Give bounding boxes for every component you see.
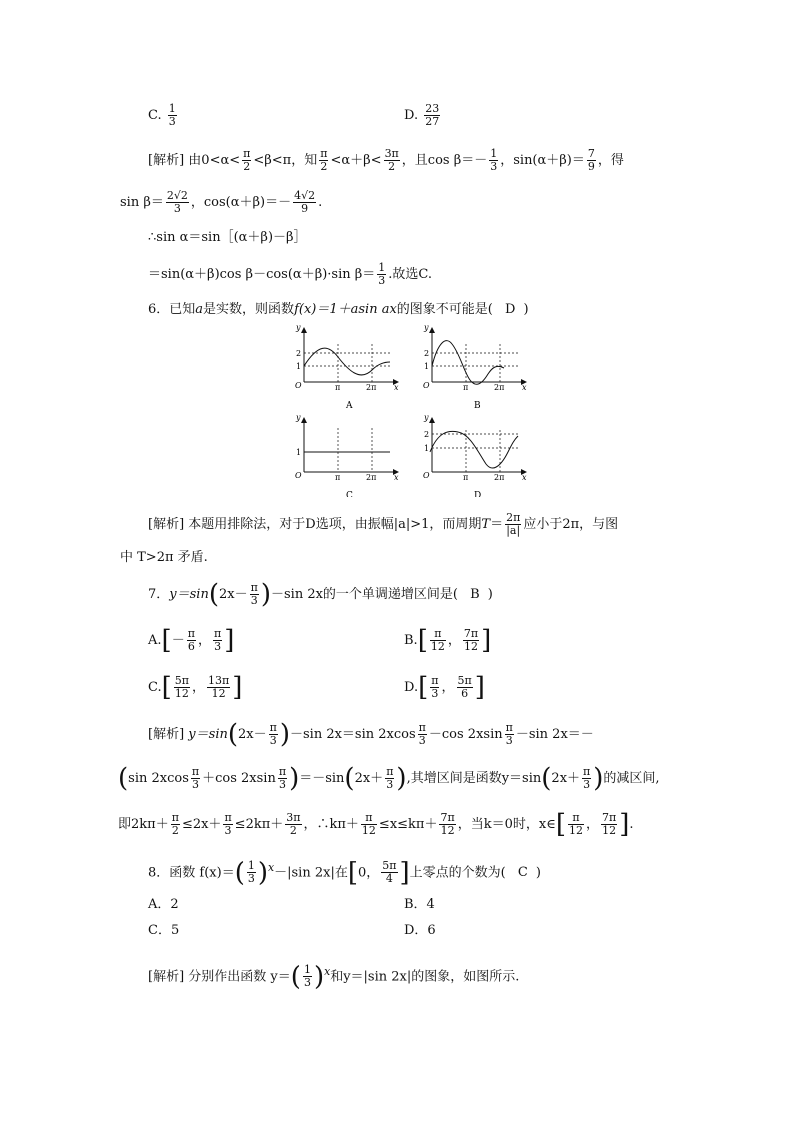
text: ，得 xyxy=(597,153,624,168)
numerator: π xyxy=(431,674,439,687)
axis-x-label: x xyxy=(522,383,527,392)
q8-stem: 8．函数 f(x)＝( $\frac{1}{3}$ )$^x$－|sin 2x|在[0， $\frac{5\pi}{4}$ ]上零点的个数为( C ) xyxy=(148,857,541,888)
denominator: 3 xyxy=(168,115,176,128)
q8-option-a: A．2 xyxy=(148,897,179,912)
origin-label: O xyxy=(423,471,430,480)
text: 由0<α< xyxy=(188,153,241,168)
text: 7． xyxy=(148,587,170,602)
analysis-tag: [解析] xyxy=(148,153,185,168)
graph-label: C xyxy=(346,491,353,497)
numerator: 23 xyxy=(425,102,440,115)
numerator: π xyxy=(278,765,287,778)
denominator: 3 xyxy=(378,274,386,287)
origin-label: O xyxy=(295,471,302,480)
text: 即2kπ＋ xyxy=(118,817,169,832)
text: 8．函数 f(x)＝ xyxy=(148,865,235,881)
text: 和y＝|sin 2x|的图象，如图所示. xyxy=(330,969,520,985)
numerator: 7 xyxy=(587,147,595,160)
sol5-line4 xyxy=(148,262,432,287)
q5-option-c xyxy=(148,103,179,128)
axis-y-label: y xyxy=(296,413,301,422)
text: 应小于2π，与图 xyxy=(523,517,619,532)
numerator: π xyxy=(250,581,258,594)
denominator: 12 xyxy=(568,824,583,837)
analysis-tag: [解析] xyxy=(148,517,185,532)
denominator: 3 xyxy=(224,824,232,837)
numerator: 7π xyxy=(463,627,479,640)
graph-a xyxy=(295,323,399,411)
text: ) xyxy=(535,865,541,881)
sol7-line1: [解析] y＝sin(2x－ $\frac{\pi}{3}$ )－sin 2x＝sin 2xcos $\frac{\pi}{3}$ －cos 2xsin $\frac{\pi}{3}$ －sin 2x＝－ xyxy=(148,719,594,750)
denominator: 12 xyxy=(602,824,617,837)
option-label: D. xyxy=(404,108,419,123)
q6-graphs xyxy=(280,322,550,497)
denominator: 3 xyxy=(191,778,199,791)
axis-y-label: y xyxy=(296,323,301,332)
function: f(x)＝1＋asin ax xyxy=(294,302,397,317)
numerator: π xyxy=(320,147,328,160)
text: ,其增区间是函数y＝sin xyxy=(406,771,542,786)
variable: a xyxy=(195,302,204,317)
q6-stem xyxy=(148,300,529,320)
q7-option-b: B.[ $\frac{\pi}{12}$ ， $\frac{7\pi}{12}$ ] xyxy=(404,625,492,656)
q7-option-a: A.[－ $\frac{\pi}{6}$ ， $\frac{\pi}{3}$ ] xyxy=(148,625,235,656)
text: ＝ xyxy=(490,517,504,532)
numerator: 1 xyxy=(303,963,311,977)
fraction xyxy=(242,148,251,173)
tick-label: 1 xyxy=(296,362,302,371)
numerator: π xyxy=(191,765,200,778)
text: ≤2kπ＋ xyxy=(234,817,284,832)
numerator: π xyxy=(386,765,394,778)
denominator: 27 xyxy=(425,115,440,128)
text: ，当k＝0时，x∈ xyxy=(457,817,556,832)
text: 上零点的个数为( xyxy=(409,865,506,881)
numerator: 7π xyxy=(440,811,455,824)
numerator: 2√2 xyxy=(166,189,188,202)
denominator: 3 xyxy=(278,778,286,791)
sol5-line1 xyxy=(148,148,624,173)
exponent: x xyxy=(268,861,275,874)
numerator: π xyxy=(430,628,446,641)
tick-label: 2π xyxy=(494,473,505,482)
graph-label: A xyxy=(346,401,353,411)
text: －|sin 2x|在 xyxy=(274,865,348,881)
denominator: 3 xyxy=(269,734,277,747)
denominator: 6 xyxy=(187,640,195,653)
numerator: 1 xyxy=(378,261,386,274)
sol6-line1 xyxy=(148,512,618,537)
numerator: π xyxy=(243,147,251,160)
denominator: 3 xyxy=(418,734,426,747)
text: . xyxy=(629,817,634,832)
tick-label: π xyxy=(463,383,469,392)
tick-label: 2 xyxy=(296,349,302,358)
fraction xyxy=(166,190,189,215)
function: y＝sin xyxy=(169,587,209,602)
numerator: 13π xyxy=(208,674,230,687)
axis-y-label: y xyxy=(424,323,429,332)
fraction xyxy=(168,103,177,128)
denominator: 3 xyxy=(214,640,222,653)
text: 的图象不可能是( xyxy=(396,302,493,317)
numerator: π xyxy=(505,721,513,734)
denominator: 2 xyxy=(243,160,251,173)
tick-label: 2π xyxy=(366,473,377,482)
denominator: 3 xyxy=(247,872,255,886)
denominator: 3 xyxy=(173,202,181,215)
graph-label: B xyxy=(474,401,481,411)
q7-option-c: C.[ $\frac{5\pi}{12}$ ， $\frac{13\pi}{12}$ ] xyxy=(148,672,243,703)
q5-option-d xyxy=(404,103,442,128)
graph-d xyxy=(423,413,527,497)
text: .故选C. xyxy=(388,267,433,282)
numerator: 1 xyxy=(490,147,498,160)
numerator: 7π xyxy=(601,811,617,824)
text: ) xyxy=(487,587,493,602)
variable: T xyxy=(481,517,491,532)
denominator: 2 xyxy=(171,824,179,837)
denominator: 2 xyxy=(289,824,297,837)
tick-label: 2π xyxy=(366,383,377,392)
numerator: 5π xyxy=(457,674,472,687)
q8-option-b: B．4 xyxy=(404,897,435,912)
denominator: 2 xyxy=(388,160,396,173)
text: ，cos(α＋β)＝－ xyxy=(190,195,292,210)
denominator: 9 xyxy=(301,202,309,215)
numerator: 1 xyxy=(168,102,176,115)
text: ＝sin(α＋β)cos β－cos(α＋β)·sin β＝ xyxy=(148,267,376,282)
analysis-tag: [解析] xyxy=(148,727,185,742)
denominator: 3 xyxy=(505,734,513,747)
denominator: 12 xyxy=(430,640,445,653)
tick-label: 1 xyxy=(424,444,430,453)
denominator: 3 xyxy=(303,976,311,990)
numerator: 2π xyxy=(506,511,521,524)
numerator: 1 xyxy=(247,859,255,873)
paren: ) xyxy=(260,579,271,610)
text: <β<π，知 xyxy=(253,153,318,168)
graph-b xyxy=(423,323,527,411)
numerator: π xyxy=(568,812,584,825)
text: 的减区间, xyxy=(603,771,660,786)
numerator: π xyxy=(418,721,426,734)
text: <α＋β< xyxy=(330,153,382,168)
analysis-tag: [解析] xyxy=(148,969,185,985)
text: －sin 2x＝sin 2xcos xyxy=(290,727,416,742)
text: ＋cos 2xsin xyxy=(202,771,276,786)
fraction xyxy=(587,148,596,173)
fraction xyxy=(384,148,400,173)
text: ≤x≤kπ＋ xyxy=(378,817,438,832)
tick-label: π xyxy=(335,383,341,392)
denominator: 9 xyxy=(587,160,595,173)
fraction xyxy=(293,190,316,215)
option-label: A. xyxy=(148,633,162,648)
text: ＝－sin xyxy=(299,771,345,786)
sol8-line1: [解析] 分别作出函数 y＝( $\frac{1}{3}$ )$^x$和y＝|sin 2x|的图象，如图所示. xyxy=(148,961,520,992)
text: 2x－ xyxy=(218,587,248,602)
fraction xyxy=(489,148,498,173)
fraction xyxy=(505,512,521,537)
sol7-line2: (sin 2xcos $\frac{\pi}{3}$ ＋cos 2xsin $\frac{\pi}{3}$ )＝－sin(2x＋ $\frac{\pi}{3}$ ),其增区间是函数y＝sin(2x＋ $\frac{\pi}{3}$ )的减区间, xyxy=(118,763,660,794)
text: sin β＝ xyxy=(120,195,164,210)
text: － xyxy=(171,633,185,648)
numerator: 5π xyxy=(382,859,397,873)
answer: D xyxy=(505,302,516,317)
text: 分别作出函数 y＝ xyxy=(188,969,291,985)
denominator: 12 xyxy=(211,687,226,700)
sol6-line2: 中 T>2π 矛盾. xyxy=(120,550,208,565)
denominator: 3 xyxy=(490,160,498,173)
numerator: π xyxy=(171,811,179,824)
tick-label: 1 xyxy=(424,362,430,371)
text: y＝sin xyxy=(188,727,228,742)
text: －sin 2x的一个单调递增区间是( xyxy=(270,587,458,602)
text: ，且cos β＝－ xyxy=(401,153,488,168)
q8-option-c: C．5 xyxy=(148,923,180,938)
denominator: 6 xyxy=(461,687,469,700)
tick-label: 2π xyxy=(494,383,505,392)
text: －sin 2x＝－ xyxy=(515,727,594,742)
numerator: 4√2 xyxy=(294,189,316,202)
axis-x-label: x xyxy=(522,473,527,482)
tick-label: 2 xyxy=(424,430,430,439)
answer: C xyxy=(517,865,528,881)
denominator: 3 xyxy=(583,778,591,791)
denominator: |a| xyxy=(506,524,521,537)
text: sin 2xcos xyxy=(128,771,189,786)
fraction xyxy=(424,103,440,128)
axis-y-label: y xyxy=(424,413,429,422)
option-label: B. xyxy=(404,633,418,648)
text: －cos 2xsin xyxy=(428,727,503,742)
denominator: 12 xyxy=(174,687,189,700)
numerator: π xyxy=(361,812,377,825)
numerator: π xyxy=(187,627,195,640)
option-label: C. xyxy=(148,108,162,123)
text: 2x－ xyxy=(238,727,267,742)
option-label: D. xyxy=(404,680,419,695)
denominator: 12 xyxy=(440,824,455,837)
fraction xyxy=(250,582,259,607)
tick-label: π xyxy=(463,473,469,482)
option-label: C. xyxy=(148,680,162,695)
numerator: 3π xyxy=(286,811,301,824)
text: ) xyxy=(523,302,529,317)
fraction xyxy=(319,148,328,173)
graph-label: D xyxy=(474,491,482,497)
text: ，∴kπ＋ xyxy=(303,817,359,832)
numerator: π xyxy=(269,721,277,734)
sol5-line2 xyxy=(120,190,322,215)
text: 6．已知 xyxy=(148,302,196,317)
text: 本题用排除法，对于D选项，由振幅|a|>1，而周期 xyxy=(188,517,482,532)
text: 2x＋ xyxy=(551,771,581,786)
text: 是实数，则函数 xyxy=(203,302,295,317)
sol5-line3: ∴sin α＝sin［(α＋β)－β］ xyxy=(148,230,307,245)
sol7-line3: 即2kπ＋ $\frac{\pi}{2}$ ≤2x＋ $\frac{\pi}{3}$ ≤2kπ＋ $\frac{3\pi}{2}$ ，∴kπ＋ $\frac{\pi}{12}$ ≤x≤kπ＋ $\frac{7\pi}{12}$ ，当k＝0时，x∈[ $\frac{\pi}{12}$ ， $\frac{7\pi}{12}$ ]. xyxy=(118,809,634,840)
text: ，sin(α＋β)＝ xyxy=(500,153,585,168)
q7-stem xyxy=(148,579,493,610)
origin-label: O xyxy=(295,381,302,390)
paren: ( xyxy=(208,579,219,610)
origin-label: O xyxy=(423,381,430,390)
numerator: 3π xyxy=(384,147,399,160)
denominator: 3 xyxy=(386,778,394,791)
text: ≤2x＋ xyxy=(181,817,222,832)
axis-x-label: x xyxy=(394,473,399,482)
denominator: 3 xyxy=(250,594,258,607)
text: 2x＋ xyxy=(354,771,384,786)
denominator: 3 xyxy=(431,687,439,700)
numerator: π xyxy=(213,627,222,640)
graph-c xyxy=(295,413,399,497)
axis-x-label: x xyxy=(394,383,399,392)
tick-label: π xyxy=(335,473,341,482)
exponent: x xyxy=(324,965,331,978)
denominator: 4 xyxy=(385,872,393,886)
text: 0， xyxy=(357,865,380,881)
denominator: 12 xyxy=(463,640,478,653)
fraction xyxy=(377,262,386,287)
numerator: 5π xyxy=(174,674,190,687)
denominator: 2 xyxy=(320,160,328,173)
q8-option-d: D．6 xyxy=(404,923,436,938)
text: . xyxy=(318,195,323,210)
numerator: π xyxy=(224,811,232,824)
denominator: 12 xyxy=(361,824,376,837)
tick-label: 2 xyxy=(424,349,430,358)
answer: B xyxy=(470,587,480,602)
numerator: π xyxy=(583,765,591,778)
tick-label: 1 xyxy=(296,448,302,457)
q7-option-d: D.[ $\frac{\pi}{3}$ ， $\frac{5\pi}{6}$ ] xyxy=(404,672,485,703)
